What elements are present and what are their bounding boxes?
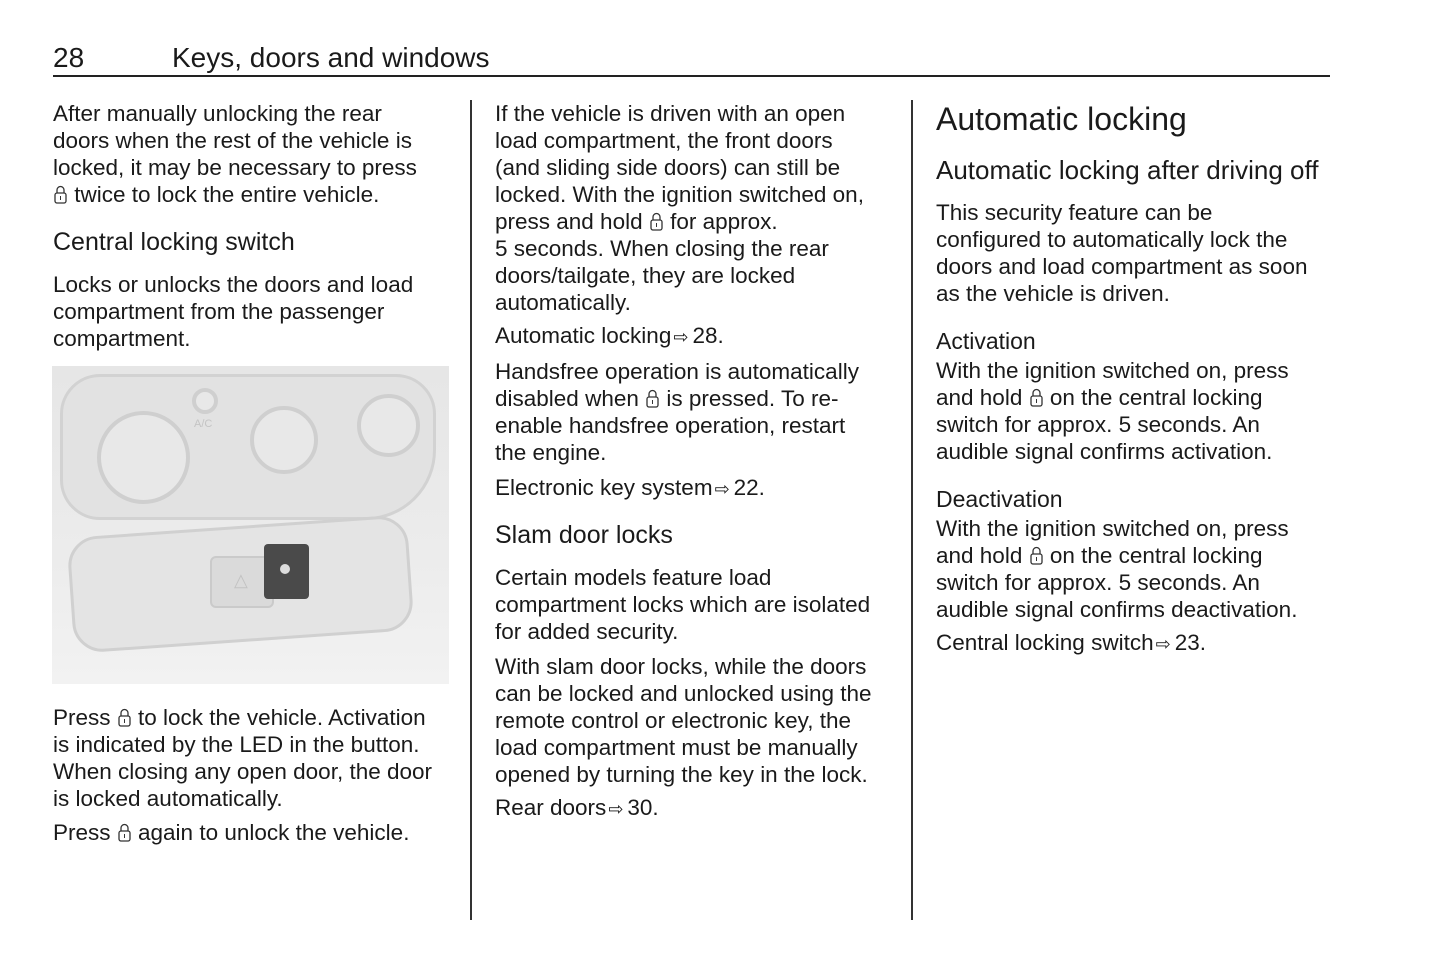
paragraph: This security feature can be configured to automatically lock the doors and load compartment as soon as the vehicle is driven.	[936, 200, 1308, 306]
cross-reference[interactable]	[495, 474, 765, 503]
heading-activation: Activation	[936, 328, 1036, 354]
text: After manually unlocking the rear doors when the rest of the vehicle is locked, it may be necessary to press	[53, 101, 417, 180]
page-title: Keys, doors and windows	[172, 42, 490, 73]
reference-arrow-icon: ⇨	[714, 479, 730, 499]
lock-icon	[54, 184, 67, 204]
text: again to unlock the vehicle.	[131, 820, 410, 845]
text: Press	[53, 820, 117, 845]
lock-icon	[650, 211, 663, 231]
hazard-icon: △	[234, 570, 248, 590]
heading-central-locking-switch: Central locking switch	[53, 228, 295, 256]
text: twice to lock the entire vehicle.	[68, 182, 380, 207]
paragraph	[495, 100, 864, 316]
reference-arrow-icon: ⇨	[673, 327, 689, 347]
header-rule	[53, 75, 1330, 77]
fan-knob	[97, 411, 190, 504]
paragraph	[53, 100, 417, 208]
lock-icon	[118, 822, 131, 842]
lock-icon	[646, 388, 659, 408]
text: on the central locking switch for approx. 5 seconds. An audible signal confirms activation.	[936, 385, 1273, 464]
paragraph: Locks or unlocks the doors and load compartment from the passenger compartment.	[53, 272, 414, 351]
text: Central locking switch	[936, 630, 1154, 655]
heading-slam-door-locks: Slam door locks	[495, 521, 673, 549]
paragraph: Certain models feature load compartment locks which are isolated for added security.	[495, 565, 871, 644]
paragraph	[495, 358, 859, 466]
reference-arrow-icon: ⇨	[608, 799, 624, 819]
cross-reference[interactable]	[936, 629, 1206, 658]
cross-reference[interactable]	[495, 322, 724, 351]
text: Automatic locking	[495, 323, 672, 348]
page-ref: 22.	[733, 475, 765, 500]
heading-deactivation: Deactivation	[936, 486, 1063, 512]
reference-arrow-icon: ⇨	[1155, 634, 1171, 654]
text: to lock the vehicle. Activation is indicated by the LED in the button. When closing any open door, the door is locked automatically.	[53, 705, 433, 811]
text: Electronic key system	[495, 475, 713, 500]
text: Press	[53, 705, 117, 730]
text: If the vehicle is driven with an open load compartment, the front doors (and sliding side doors) can still be locked. With the ignition switched on, press and hold	[495, 101, 864, 234]
page-number: 28	[53, 42, 85, 73]
text: is pressed. To re- enable handsfree operation, restart the engine.	[495, 386, 846, 465]
lock-icon	[118, 707, 131, 727]
paragraph	[53, 704, 432, 812]
lock-icon	[280, 564, 290, 574]
central-locking-switch-illustration	[52, 366, 449, 684]
text: on the central locking switch for approx. 5 seconds. An audible signal confirms deactivation.	[936, 543, 1298, 622]
ac-button	[192, 388, 218, 414]
page-ref: 30.	[627, 795, 659, 820]
subheading-after-driving-off: Automatic locking after driving off	[936, 155, 1319, 185]
ac-label: A/C	[194, 418, 213, 430]
lock-icon	[1030, 387, 1043, 407]
lock-icon	[1030, 545, 1043, 565]
column-divider	[911, 100, 913, 920]
air-knob	[357, 394, 420, 457]
paragraph	[936, 515, 1297, 623]
page-ref: 23.	[1174, 630, 1206, 655]
paragraph	[936, 357, 1289, 465]
cross-reference[interactable]	[495, 794, 659, 823]
central-locking-button	[264, 544, 309, 599]
text: With the ignition switched on, press and hold	[936, 516, 1289, 568]
paragraph	[53, 819, 409, 846]
text: With the ignition switched on, press and hold	[936, 358, 1289, 410]
temp-knob	[250, 406, 318, 474]
column-divider	[470, 100, 472, 920]
page-ref: 28.	[692, 323, 724, 348]
heading-automatic-locking: Automatic locking	[936, 101, 1187, 137]
text: Handsfree operation is automatically disabled when	[495, 359, 859, 411]
text: Rear doors	[495, 795, 607, 820]
paragraph: With slam door locks, while the doors can be locked and unlocked using the remote control or electronic key, the load compartment must be manually opened by turning the key in the lock.	[495, 654, 872, 787]
text: for approx. 5 seconds. When closing the rear doors/tailgate, they are locked automatically.	[495, 209, 829, 315]
